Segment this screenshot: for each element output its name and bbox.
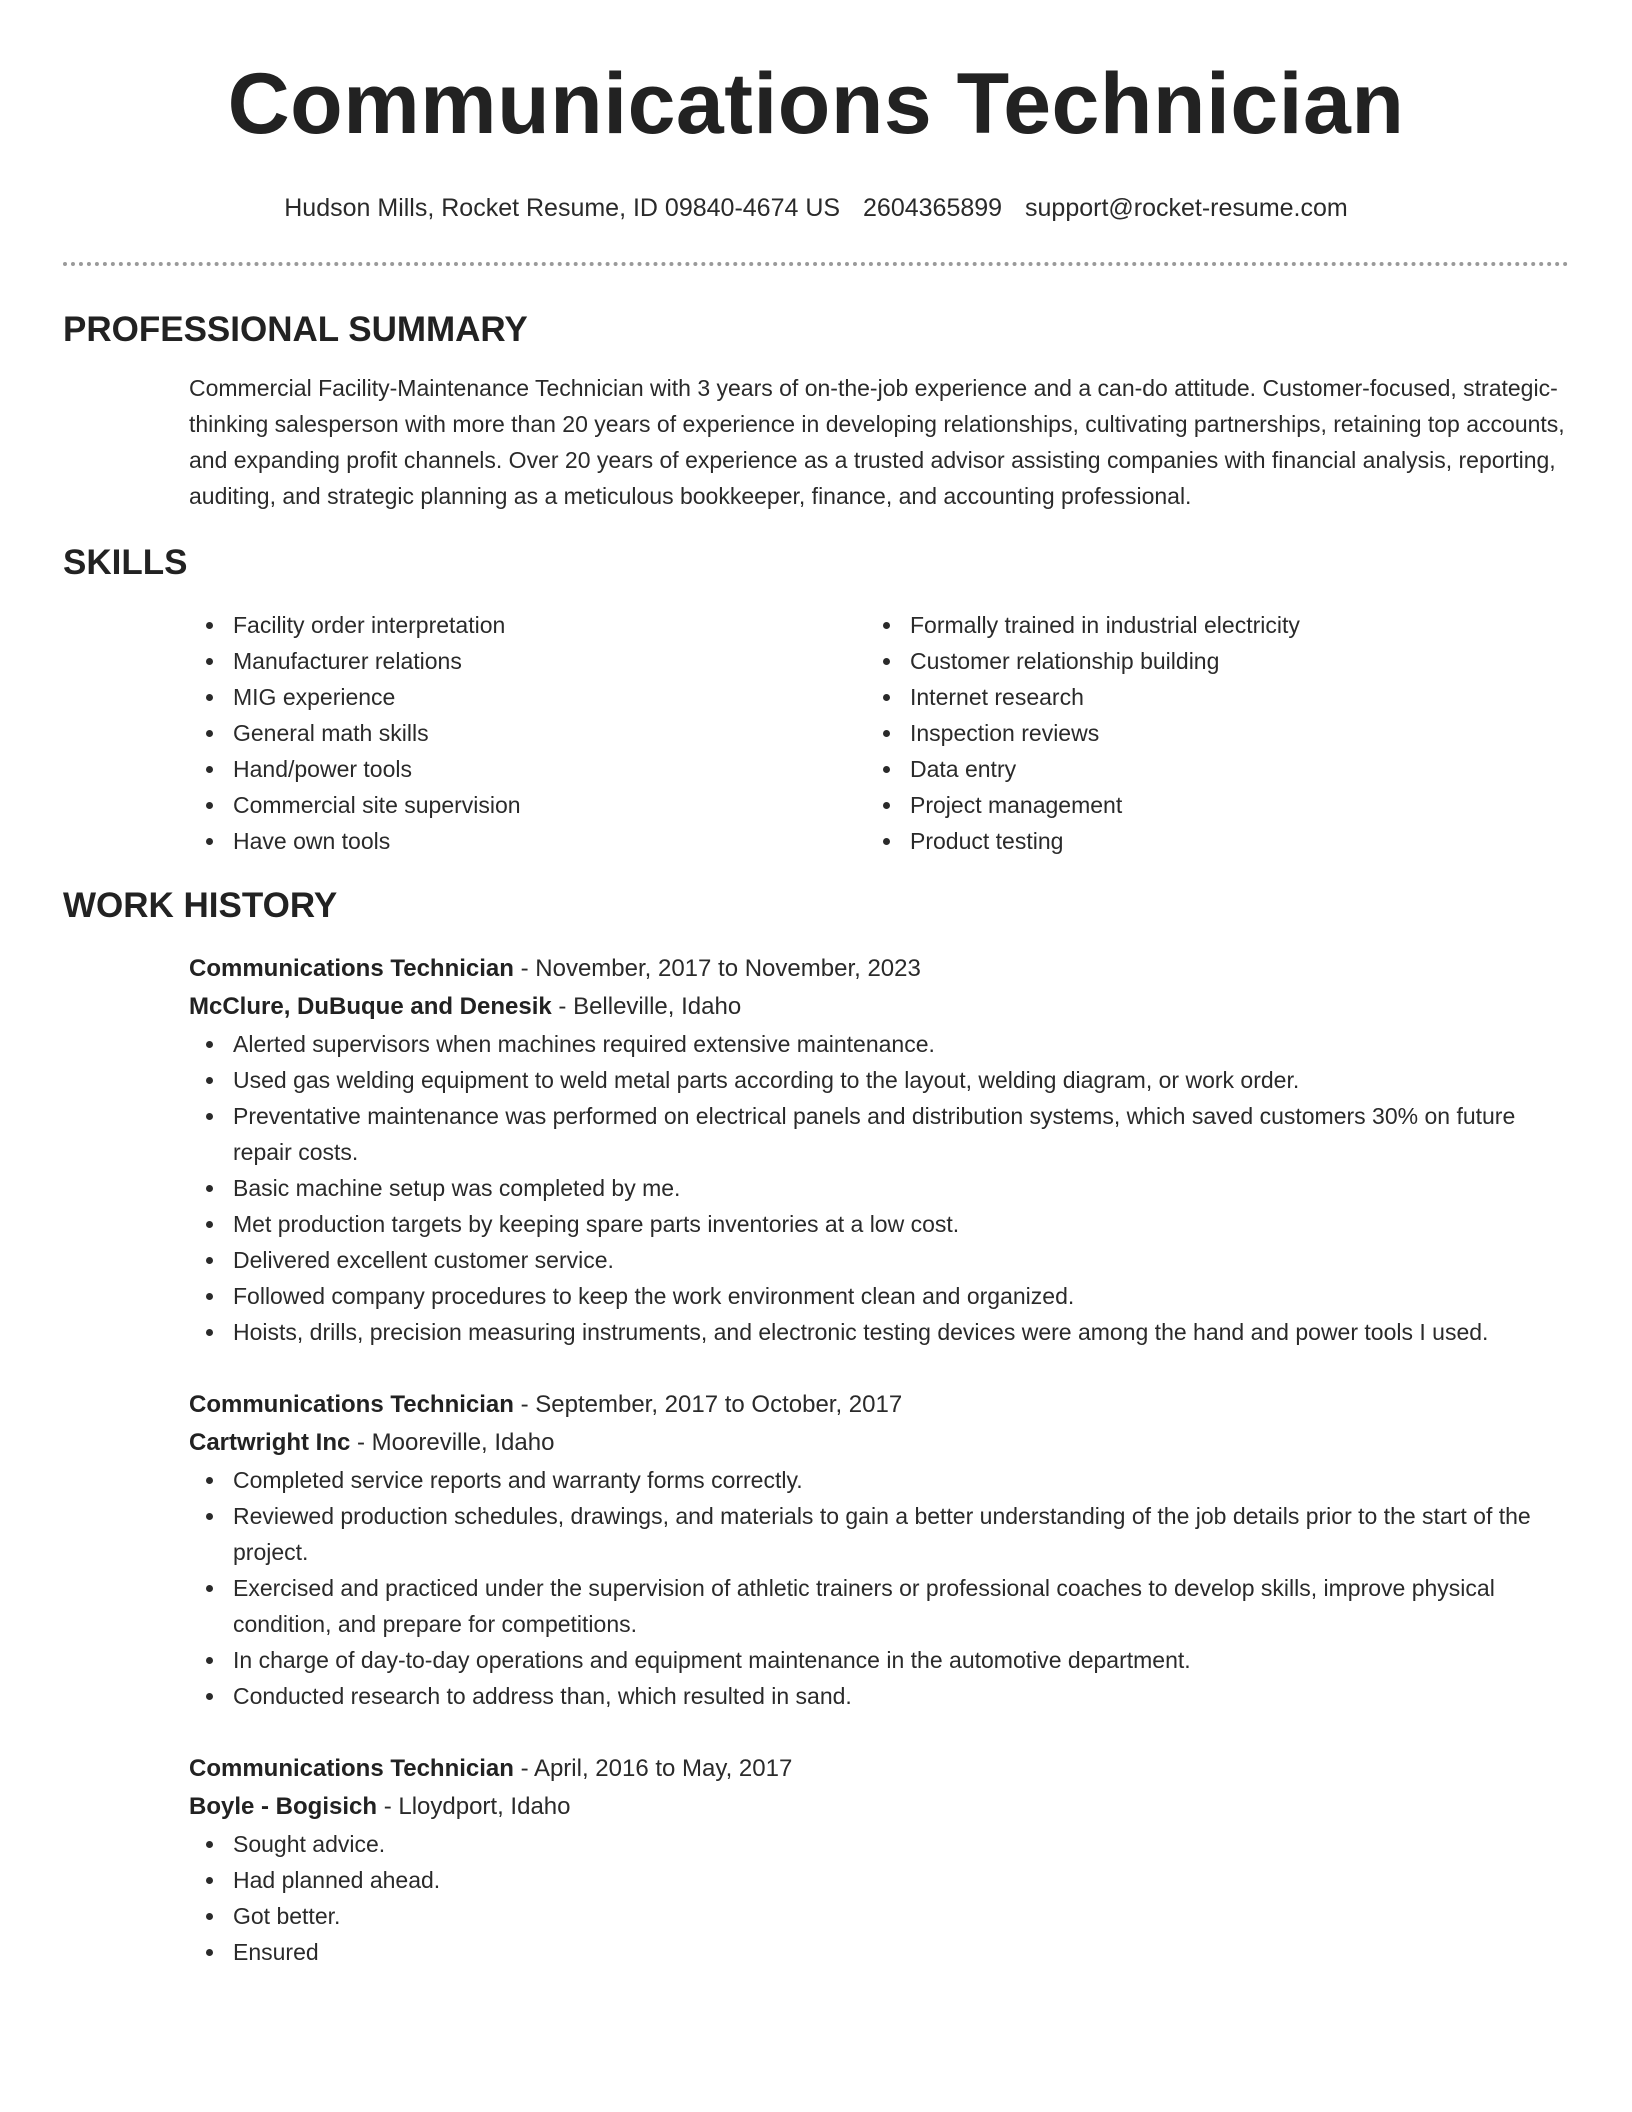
summary-heading: PROFESSIONAL SUMMARY	[63, 310, 528, 349]
skill-item: Internet research	[910, 679, 1543, 715]
contact-email: support@rocket-resume.com	[1025, 194, 1348, 222]
job-bullet: Alerted supervisors when machines required extensive maintenance.	[233, 1026, 1569, 1062]
skill-item: Have own tools	[233, 823, 866, 859]
job-bullets	[189, 1826, 1569, 1970]
skill-item: Facility order interpretation	[233, 607, 866, 643]
skill-item: General math skills	[233, 715, 866, 751]
skills-columns	[189, 607, 1569, 859]
job-bullet: Met production targets by keeping spare parts inventories at a low cost.	[233, 1206, 1569, 1242]
job-bullet: Completed service reports and warranty forms correctly.	[233, 1462, 1569, 1498]
work-history-heading: WORK HISTORY	[63, 886, 338, 925]
job-company: Boyle - Bogisich	[189, 1793, 378, 1820]
job-entry	[189, 1750, 1569, 1970]
job-bullet: Exercised and practiced under the supervision of athletic trainers or professional coaches to develop skills, improve physical condition, and prepare for competitions.	[233, 1570, 1569, 1642]
job-company-line	[189, 1424, 1569, 1462]
job-bullet: Conducted research to address than, which resulted in sand.	[233, 1678, 1569, 1714]
summary-text: Commercial Facility-Maintenance Technician with 3 years of on-the-job experience and a can-do attitude. Customer-focused, strategic-thinking salesperson with more than 20 years of experience in developing relationships, cultivating partnerships, retaining top accounts, and expanding profit channels. Over 20 years of experience as a trusted advisor assisting companies with financial analysis, reporting, auditing, and strategic planning as a meticulous bookkeeper, finance, and accounting professional.	[189, 375, 1565, 509]
job-bullet: Used gas welding equipment to weld metal parts according to the layout, welding diagram, or work order.	[233, 1062, 1569, 1098]
header-divider	[63, 262, 1569, 266]
job-company-line	[189, 1788, 1569, 1826]
skill-item: Data entry	[910, 751, 1543, 787]
job-bullets	[189, 1462, 1569, 1714]
job-dates: - April, 2016 to May, 2017	[513, 1755, 793, 1782]
resume-title: Communications Technician	[227, 56, 1405, 152]
job-title: Communications Technician	[189, 1755, 514, 1782]
skill-item: Customer relationship building	[910, 643, 1543, 679]
job-bullet: Preventative maintenance was performed on electrical panels and distribution systems, which saved customers 30% on future repair costs.	[233, 1098, 1569, 1170]
job-entry	[189, 1386, 1569, 1714]
job-bullet: In charge of day-to-day operations and equipment maintenance in the automotive department.	[233, 1642, 1569, 1678]
job-dates: - September, 2017 to October, 2017	[513, 1391, 903, 1418]
job-company: Cartwright Inc	[189, 1429, 351, 1456]
contact-address: Hudson Mills, Rocket Resume, ID 09840-4674 US	[284, 194, 841, 222]
job-entry	[189, 950, 1569, 1350]
job-bullet: Hoists, drills, precision measuring instruments, and electronic testing devices were among the hand and power tools I used.	[233, 1314, 1569, 1350]
skill-item: Formally trained in industrial electricity	[910, 607, 1543, 643]
job-bullet: Got better.	[233, 1898, 1569, 1934]
job-bullet: Had planned ahead.	[233, 1862, 1569, 1898]
skill-item: Project management	[910, 787, 1543, 823]
skills-list-left	[189, 607, 866, 859]
skills-list-right	[866, 607, 1543, 859]
job-company-line	[189, 988, 1569, 1026]
job-bullets	[189, 1026, 1569, 1350]
job-title-line	[189, 950, 1569, 988]
skill-item: Product testing	[910, 823, 1543, 859]
skill-item: MIG experience	[233, 679, 866, 715]
contact-phone: 2604365899	[863, 194, 1003, 222]
job-title: Communications Technician	[189, 955, 514, 982]
job-location: - Belleville, Idaho	[551, 993, 742, 1020]
skill-item: Inspection reviews	[910, 715, 1543, 751]
job-company: McClure, DuBuque and Denesik	[189, 993, 552, 1020]
job-bullet: Ensured	[233, 1934, 1569, 1970]
skills-heading: SKILLS	[63, 543, 188, 582]
job-title-line	[189, 1386, 1569, 1424]
job-bullet: Delivered excellent customer service.	[233, 1242, 1569, 1278]
job-dates: - November, 2017 to November, 2023	[513, 955, 921, 982]
job-title: Communications Technician	[189, 1391, 514, 1418]
contact-line	[63, 192, 1569, 224]
job-bullet: Reviewed production schedules, drawings, and materials to gain a better understanding of the job details prior to the start of the project.	[233, 1498, 1569, 1570]
job-location: - Lloydport, Idaho	[377, 1793, 571, 1820]
skill-item: Manufacturer relations	[233, 643, 866, 679]
skill-item: Hand/power tools	[233, 751, 866, 787]
job-bullet: Followed company procedures to keep the work environment clean and organized.	[233, 1278, 1569, 1314]
job-location: - Mooreville, Idaho	[350, 1429, 555, 1456]
job-title-line	[189, 1750, 1569, 1788]
job-bullet: Sought advice.	[233, 1826, 1569, 1862]
job-bullet: Basic machine setup was completed by me.	[233, 1170, 1569, 1206]
skill-item: Commercial site supervision	[233, 787, 866, 823]
